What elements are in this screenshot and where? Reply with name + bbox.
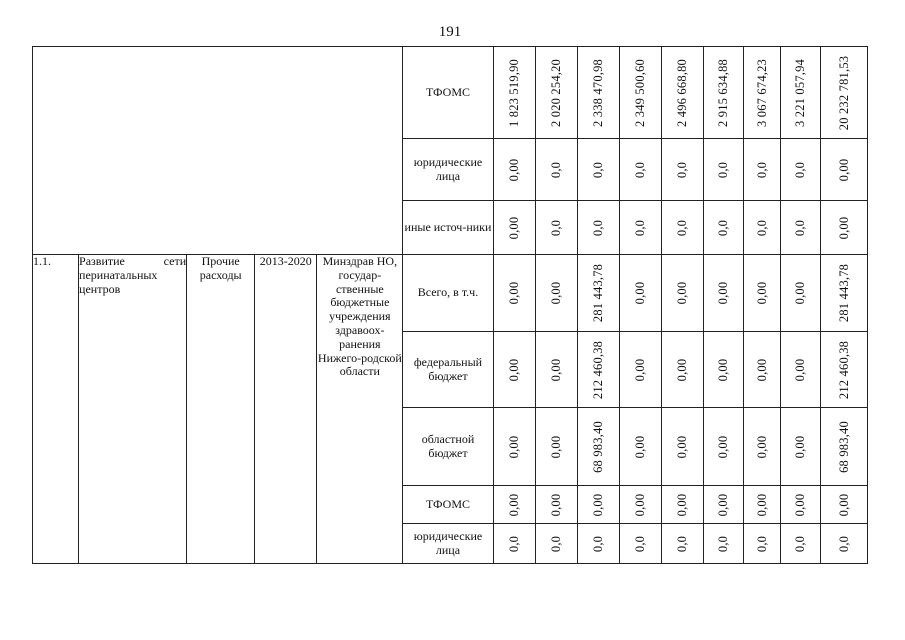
value-text: 0,0 [836, 535, 851, 552]
value-text: 281 443,78 [836, 263, 851, 323]
value-text: 0,00 [716, 435, 731, 458]
value-cell [661, 139, 703, 201]
value-text: 0,00 [548, 281, 563, 305]
value-text: 0,0 [754, 219, 769, 236]
value-cell [493, 332, 535, 408]
value-text: 0,00 [506, 216, 521, 239]
value-text: 0,00 [754, 435, 769, 458]
value-text: 0,0 [633, 161, 647, 178]
value-cell [619, 524, 661, 564]
value-text: 0,0 [716, 161, 731, 178]
value-cell [577, 255, 619, 332]
value-cell [535, 408, 577, 486]
value-cell [780, 486, 820, 524]
value-text: 0,00 [506, 358, 521, 381]
value-cell [577, 408, 619, 486]
value-text: 0,0 [754, 535, 769, 552]
value-text: 20 232 781,53 [836, 55, 851, 130]
value-text: 0,00 [793, 435, 808, 458]
value-cell [703, 47, 743, 139]
value-cell [493, 47, 535, 139]
value-cell [535, 524, 577, 564]
value-cell [703, 201, 743, 255]
period: 2013-2020 [255, 255, 317, 564]
value-text: 0,0 [506, 535, 521, 552]
value-text: 0,0 [548, 219, 563, 236]
value-text: 0,00 [633, 358, 647, 381]
item-number: 1.1. [33, 255, 79, 564]
value-cell [661, 332, 703, 408]
value-cell [535, 486, 577, 524]
value-cell [743, 332, 780, 408]
source-label: ТФОМС [403, 47, 493, 139]
value-cell [703, 139, 743, 201]
value-cell [619, 139, 661, 201]
value-text: 2 496 668,80 [675, 58, 690, 127]
value-cell [820, 486, 867, 524]
value-text: 0,0 [716, 535, 731, 552]
item-name: Развитие сети перинатальных центров [79, 255, 187, 564]
value-cell [743, 201, 780, 255]
value-text: 0,00 [793, 358, 808, 381]
value-cell [577, 332, 619, 408]
value-cell [780, 408, 820, 486]
value-cell [780, 139, 820, 201]
value-text: 281 443,78 [590, 263, 605, 323]
value-text: 2 338 470,98 [590, 58, 605, 127]
value-text: 2 915 634,88 [716, 58, 731, 127]
value-cell [820, 524, 867, 564]
value-text: 0,00 [506, 493, 521, 516]
value-cell [780, 201, 820, 255]
value-text: 0,00 [633, 281, 647, 305]
value-text: 0,00 [675, 435, 690, 458]
value-cell [619, 486, 661, 524]
value-text: 0,00 [716, 358, 731, 381]
table-row [33, 47, 868, 139]
value-cell [493, 408, 535, 486]
source-label: иные источ-ники [403, 201, 493, 255]
value-text: 0,0 [548, 535, 563, 552]
page-number: 191 [438, 24, 462, 40]
value-text: 0,0 [633, 219, 647, 236]
value-text: 3 221 057,94 [793, 58, 808, 127]
value-text: 0,00 [548, 358, 563, 381]
source-label: ТФОМС [403, 486, 493, 524]
value-cell [743, 255, 780, 332]
value-cell [661, 486, 703, 524]
value-cell [493, 524, 535, 564]
value-text: 0,00 [675, 281, 690, 305]
value-cell [493, 201, 535, 255]
value-text: 0,00 [633, 493, 647, 516]
merged-empty-cell [33, 47, 403, 255]
value-text: 0,0 [675, 219, 690, 236]
value-text: 0,00 [675, 493, 690, 516]
value-text: 0,00 [590, 493, 605, 516]
value-cell [743, 139, 780, 201]
value-cell [820, 201, 867, 255]
value-cell [661, 255, 703, 332]
value-cell [619, 332, 661, 408]
value-text: 1 823 519,90 [506, 58, 521, 127]
value-cell [820, 408, 867, 486]
value-cell [780, 524, 820, 564]
value-text: 0,0 [754, 161, 769, 178]
value-cell [820, 255, 867, 332]
value-text: 0,0 [793, 219, 808, 236]
value-cell [619, 408, 661, 486]
value-text: 0,0 [793, 535, 808, 552]
value-text: 0,0 [633, 535, 647, 552]
value-text: 0,0 [716, 219, 731, 236]
value-cell [577, 201, 619, 255]
value-text: 0,0 [675, 535, 690, 552]
value-text: 0,00 [754, 281, 769, 305]
budget-table [32, 46, 868, 564]
value-text: 0,00 [793, 493, 808, 516]
value-cell [493, 486, 535, 524]
value-cell [820, 332, 867, 408]
source-label: Всего, в т.ч. [403, 255, 493, 332]
value-text: 0,0 [675, 161, 690, 178]
value-text: 68 983,40 [590, 420, 605, 473]
value-text: 2 020 254,20 [548, 58, 563, 127]
expense-type: Прочие расходы [187, 255, 255, 564]
value-cell [780, 255, 820, 332]
value-text: 0,00 [506, 281, 521, 305]
value-text: 0,00 [754, 493, 769, 516]
value-cell [820, 139, 867, 201]
value-cell [703, 408, 743, 486]
value-text: 0,00 [836, 158, 851, 181]
table-row [33, 255, 868, 332]
value-cell [493, 139, 535, 201]
value-cell [577, 524, 619, 564]
value-text: 212 460,38 [590, 340, 605, 399]
value-text: 0,00 [633, 435, 647, 458]
value-cell [743, 486, 780, 524]
value-text: 2 349 500,60 [633, 58, 647, 127]
value-text: 0,00 [793, 281, 808, 305]
source-label: областной бюджет [403, 408, 493, 486]
value-text: 0,00 [836, 216, 851, 239]
value-text: 0,0 [548, 161, 563, 178]
value-cell [577, 139, 619, 201]
executor: Минздрав НО, государ-ственные бюджетные учреждения здравоох-ранения Нижего-родской области [317, 255, 403, 564]
value-cell [535, 139, 577, 201]
value-cell [535, 47, 577, 139]
value-text: 0,00 [506, 158, 521, 181]
value-cell [820, 47, 867, 139]
value-cell [661, 524, 703, 564]
value-text: 0,00 [716, 493, 731, 516]
value-cell [577, 47, 619, 139]
value-cell [535, 255, 577, 332]
value-cell [703, 332, 743, 408]
value-cell [743, 408, 780, 486]
value-cell [661, 201, 703, 255]
value-text: 0,00 [548, 435, 563, 458]
value-text: 0,0 [793, 161, 808, 178]
value-text: 0,00 [716, 281, 731, 305]
value-text: 0,00 [754, 358, 769, 381]
value-text: 0,0 [590, 219, 605, 236]
value-cell [619, 47, 661, 139]
value-text: 0,00 [675, 358, 690, 381]
value-text: 3 067 674,23 [754, 58, 769, 127]
value-cell [619, 255, 661, 332]
value-text: 0,00 [836, 493, 851, 516]
value-text: 0,0 [590, 535, 605, 552]
value-cell [703, 524, 743, 564]
value-text: 68 983,40 [836, 420, 851, 473]
value-cell [535, 201, 577, 255]
value-text: 0,00 [506, 435, 521, 458]
value-cell [577, 486, 619, 524]
value-cell [493, 255, 535, 332]
value-cell [661, 408, 703, 486]
source-label: юридические лица [403, 139, 493, 201]
value-text: 0,0 [590, 161, 605, 178]
value-cell [703, 486, 743, 524]
source-label: федеральный бюджет [403, 332, 493, 408]
source-label: юридические лица [403, 524, 493, 564]
value-cell [743, 47, 780, 139]
value-cell [780, 47, 820, 139]
value-text: 0,00 [548, 493, 563, 516]
value-cell [743, 524, 780, 564]
value-cell [661, 47, 703, 139]
value-text: 212 460,38 [836, 340, 851, 399]
value-cell [780, 332, 820, 408]
value-cell [703, 255, 743, 332]
value-cell [619, 201, 661, 255]
value-cell [535, 332, 577, 408]
